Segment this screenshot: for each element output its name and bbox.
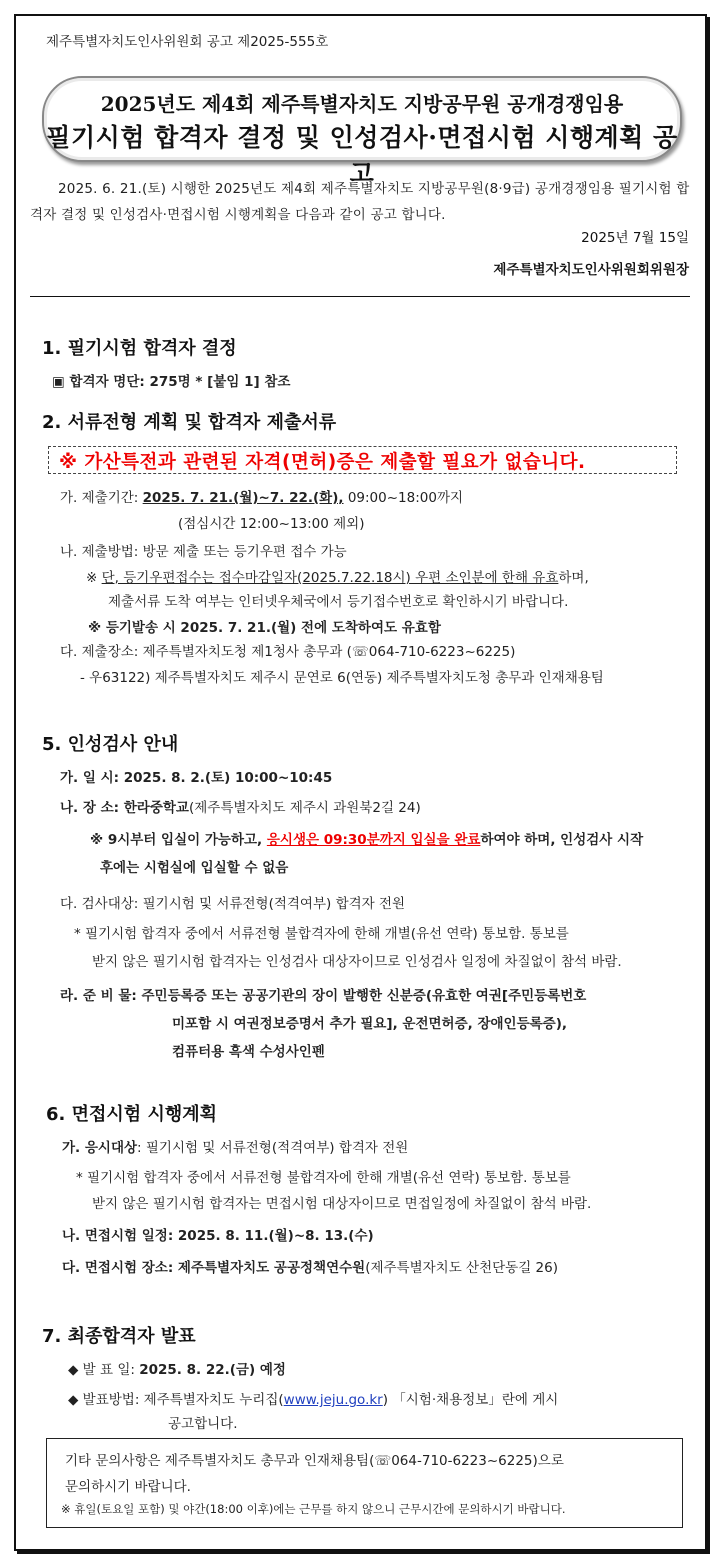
intro-paragraph: 2025. 6. 21.(토) 시행한 2025년도 제4회 제주특별자치도 지방공무원(8·9급) 공개경쟁임용 필기시험 합격자 결정 및 인성검사·면접시험 시행계획을 다음과 같이 공고 합니다. <box>30 181 690 223</box>
interview-target: 가. 응시대상: 필기시험 및 서류전형(적격여부) 합격자 전원 <box>62 1140 409 1156</box>
submission-place: 다. 제출장소: 제주특별자치도청 제1청사 총무과 (☏064-710-6223~6225) <box>60 644 516 660</box>
aptitude-materials-3: 컴퓨터용 흑색 수성사인펜 <box>172 1044 325 1060</box>
announcement-method: ◆ 발표방법: 제주특별자치도 누리집(www.jeju.go.kr) 「시험·채용정보」란에 게시 <box>68 1392 559 1408</box>
title-line-1: 2025년도 제4회 제주특별자치도 지방공무원 공개경쟁임용 <box>100 92 624 116</box>
interview-place: 다. 면접시험 장소: 제주특별자치도 공공정책연수원(제주특별자치도 산천단동길 26) <box>62 1260 558 1276</box>
aptitude-date: 가. 일 시: 2025. 8. 2.(토) 10:00~10:45 <box>60 770 333 786</box>
registered-mail-note-2: 제출서류 도착 여부는 인터넷우체국에서 등기접수번호로 확인하시기 바랍니다. <box>108 594 569 610</box>
submission-dates: 2025. 7. 21.(월)~7. 22.(화), <box>142 490 344 506</box>
submission-period: 가. 제출기간: 2025. 7. 21.(월)~7. 22.(화), 09:00~18:00까지 <box>60 490 464 506</box>
submission-method: 나. 제출방법: 방문 제출 또는 등기우편 접수 가능 <box>60 544 347 560</box>
notice-frame <box>14 14 707 1551</box>
notice-number: 제주특별자치도인사위원회 공고 제2025-555호 <box>46 34 329 50</box>
notice-date: 2025년 7월 15일 <box>581 230 689 246</box>
registered-mail-validity: ※ 등기발송 시 2025. 7. 21.(월) 전에 도착하여도 유효함 <box>88 620 441 636</box>
warning-box <box>48 446 677 474</box>
contact-hours-note: ※ 휴일(토요일 포함) 및 야간(18:00 이후)에는 근무를 하지 않으니 근무시간에 문의하시기 바랍니다. <box>61 1502 566 1516</box>
section-1-title: 1. 필기시험 합격자 결정 <box>42 338 237 359</box>
title-line-2: 필기시험 합격자 결정 및 인성검사·면접시험 시행계획 공고 <box>46 123 678 188</box>
interview-dates: 나. 면접시험 일정: 2025. 8. 11.(월)~8. 13.(수) <box>62 1228 374 1244</box>
entry-time-note-2: 후에는 시험실에 입실할 수 없음 <box>100 860 289 876</box>
passer-count: ▣ 합격자 명단: 275명 * [붙임 1] 참조 <box>52 374 291 390</box>
announcement-method-2: 공고합니다. <box>168 1416 238 1432</box>
aptitude-place: 나. 장 소: 한라중학교(제주특별자치도 제주시 과원북2길 24) <box>60 800 421 816</box>
jeju-website-link[interactable]: www.jeju.go.kr <box>283 1392 383 1408</box>
aptitude-target: 다. 검사대상: 필기시험 및 서류전형(적격여부) 합격자 전원 <box>60 896 406 912</box>
contact-line-1: 기타 문의사항은 제주특별자치도 총무과 인재채용팀(☏064-710-6223~6225)으로 <box>65 1453 564 1469</box>
lunch-exclusion: (점심시간 12:00~13:00 제외) <box>178 516 365 532</box>
issuer: 제주특별자치도인사위원회위원장 <box>493 262 689 278</box>
warning-text: ※ 가산특전과 관련된 자격(면허)증은 제출할 필요가 없습니다. <box>59 452 586 473</box>
title-box <box>42 76 682 188</box>
announcement-date: ◆ 발 표 일: 2025. 8. 22.(금) 예정 <box>68 1362 286 1378</box>
aptitude-materials-2: 미포함 시 여권정보증명서 추가 필요], 운전면허증, 장애인등록증), <box>172 1016 567 1032</box>
contact-box <box>46 1438 683 1528</box>
aptitude-materials: 라. 준 비 물: 주민등록증 또는 공공기관의 장이 발행한 신분증(유효한 여권[주민등록번호 <box>60 988 587 1004</box>
submission-address: - 우63122) 제주특별자치도 제주시 문연로 6(연동) 제주특별자치도청 총무과 인재채용팀 <box>80 670 604 686</box>
aptitude-notice-2: 받지 않은 필기시험 합격자는 인성검사 대상자이므로 인성검사 일정에 차질없이 참석 바람. <box>92 954 622 970</box>
section-5-title: 5. 인성검사 안내 <box>42 734 179 755</box>
registered-mail-note: ※ 단, 등기우편접수는 접수마감일자(2025.7.22.18시) 우편 소인분에 한해 유효하며, <box>86 570 589 586</box>
section-6-title: 6. 면접시험 시행계획 <box>46 1104 217 1125</box>
entry-time-note: ※ 9시부터 입실이 가능하고, 응시생은 09:30분까지 입실을 완료하여야 하며, 인성검사 시작 <box>90 832 644 848</box>
section-2-title: 2. 서류전형 계획 및 합격자 제출서류 <box>42 412 337 433</box>
section-7-title: 7. 최종합격자 발표 <box>42 1326 196 1347</box>
aptitude-notice-1: * 필기시험 합격자 중에서 서류전형 불합격자에 한해 개별(유선 연락) 통보함. 통보를 <box>74 926 569 942</box>
interview-notice-2: 받지 않은 필기시험 합격자는 면접시험 대상자이므로 면접일정에 차질없이 참석 바람. <box>92 1196 592 1212</box>
divider <box>30 296 690 297</box>
contact-line-2: 문의하시기 바랍니다. <box>65 1479 191 1495</box>
interview-notice-1: * 필기시험 합격자 중에서 서류전형 불합격자에 한해 개별(유선 연락) 통보함. 통보를 <box>76 1170 571 1186</box>
